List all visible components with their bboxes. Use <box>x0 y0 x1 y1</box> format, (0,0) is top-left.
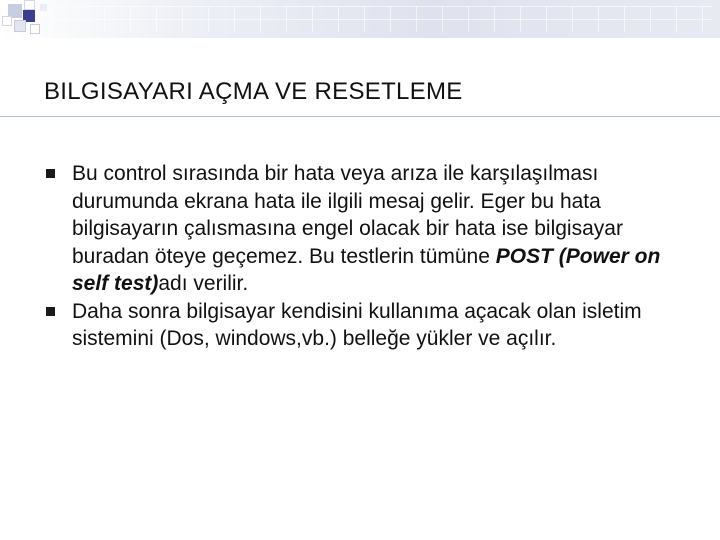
bullet-item <box>46 160 696 298</box>
bullet-emphasis: POST (Power on self test) <box>72 244 661 295</box>
decor-square <box>14 20 26 32</box>
decor-square <box>30 24 40 34</box>
title-divider <box>0 116 720 117</box>
bullet-text: Daha sonra bilgisayar kendisini kullanıma açacak olan isletim sistemini (Dos, windows,vb.) belleğe yükler ve açılır. <box>72 299 642 350</box>
decor-square <box>40 4 47 11</box>
slide-title: BILGISAYARI AÇMA VE RESETLEME <box>44 78 463 105</box>
decor-square <box>24 0 35 10</box>
decor-tile-pattern <box>52 6 712 32</box>
bullet-text: Bu control sırasında bir hata veya arıza ile karşılaşılması durumunda ekrana hata ile ilgili mesaj gelir. Eger bu hata bilgisayarın çalısmasına engel olacak bir hata ise bilgisayar buradan öteye geçemez. Bu testlerin tümüne <box>72 162 623 268</box>
bullet-list <box>46 160 696 353</box>
bullet-text-end: adı verilir. <box>158 272 249 295</box>
filled-square-bullet-icon <box>46 169 55 178</box>
decor-square <box>2 16 12 26</box>
filled-square-bullet-icon <box>46 307 55 316</box>
decorative-header-band <box>0 0 720 38</box>
bullet-item <box>46 298 696 353</box>
